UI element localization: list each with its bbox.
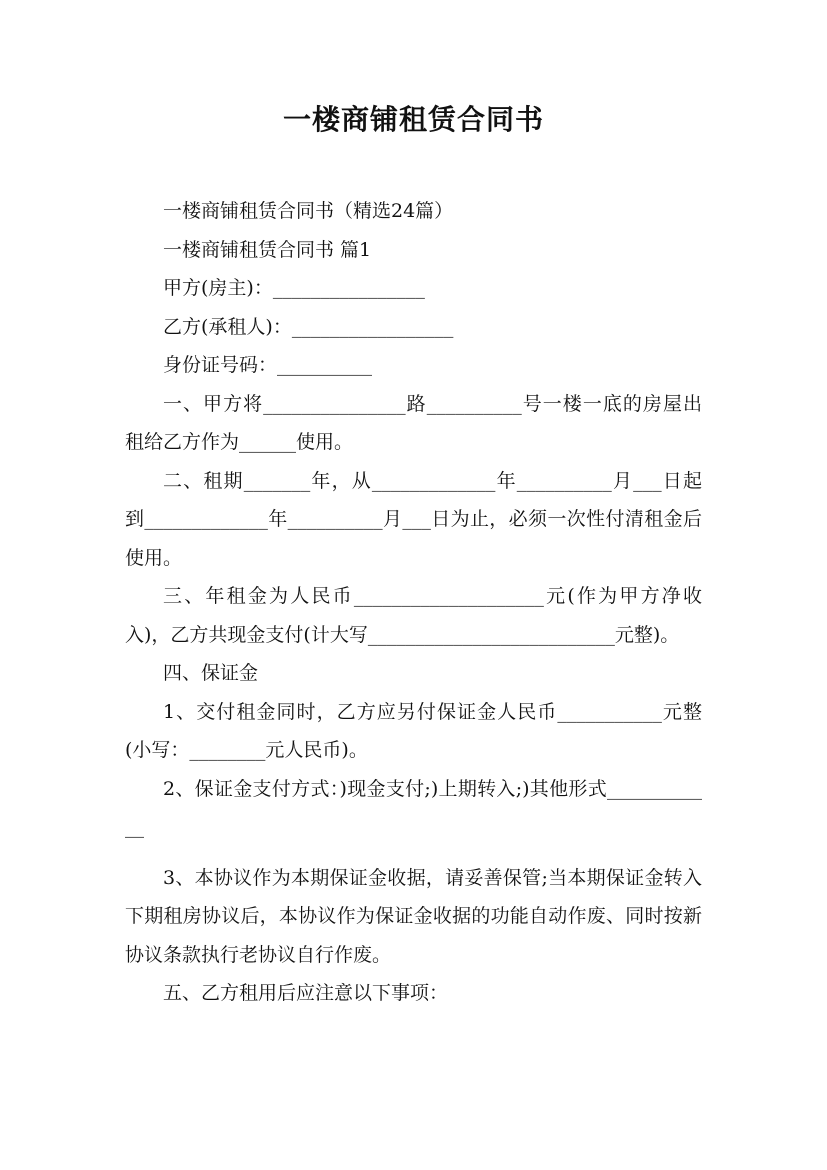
paragraph-subtitle: 一楼商铺租赁合同书（精选24篇）	[163, 200, 454, 222]
paragraph-section-heading: 一楼商铺租赁合同书 篇1	[163, 238, 372, 261]
paragraph-deposit-3: 3、本协议作为本期保证金收据，请妥善保管;当本期保证金转入下期租房协议后，本协议作为保证金收据的功能自动作废、同时按新协议条款执行老协议自行作废。	[125, 866, 702, 966]
paragraph-party-a: 甲方(房主)：________________	[163, 277, 425, 299]
paragraph-clause-5-heading: 五、乙方租用后应注意以下事项：	[163, 982, 449, 1004]
paragraph-deposit-1: 1、交付租金同时，乙方应另付保证金人民币___________元整(小写：________元人民币)。	[125, 700, 702, 761]
document-body	[125, 192, 702, 1013]
paragraph-deposit-2: 2、保证金支付方式：)现金支付;)上期转入;)其他形式____________	[125, 777, 702, 838]
paragraph-clause-4-heading: 四、保证金	[163, 662, 259, 684]
paragraph-clause-2: 二、租期_______年，从_____________年__________月___日起到_____________年__________月___日为止，必须一次性付清租金后使用。	[125, 469, 702, 569]
paragraph-clause-3: 三、年租金为人民币____________________元(作为甲方净收入)，乙方共现金支付(计大写__________________________元整)。	[125, 585, 702, 646]
paragraph-party-b: 乙方(承租人)：_________________	[163, 315, 454, 338]
document-title: 一楼商铺租赁合同书	[282, 103, 544, 136]
paragraph-id-number: 身份证号码：__________	[163, 354, 373, 376]
paragraph-clause-1: 一、甲方将_______________路__________号一楼一底的房屋出租给乙方作为______使用。	[125, 392, 702, 453]
